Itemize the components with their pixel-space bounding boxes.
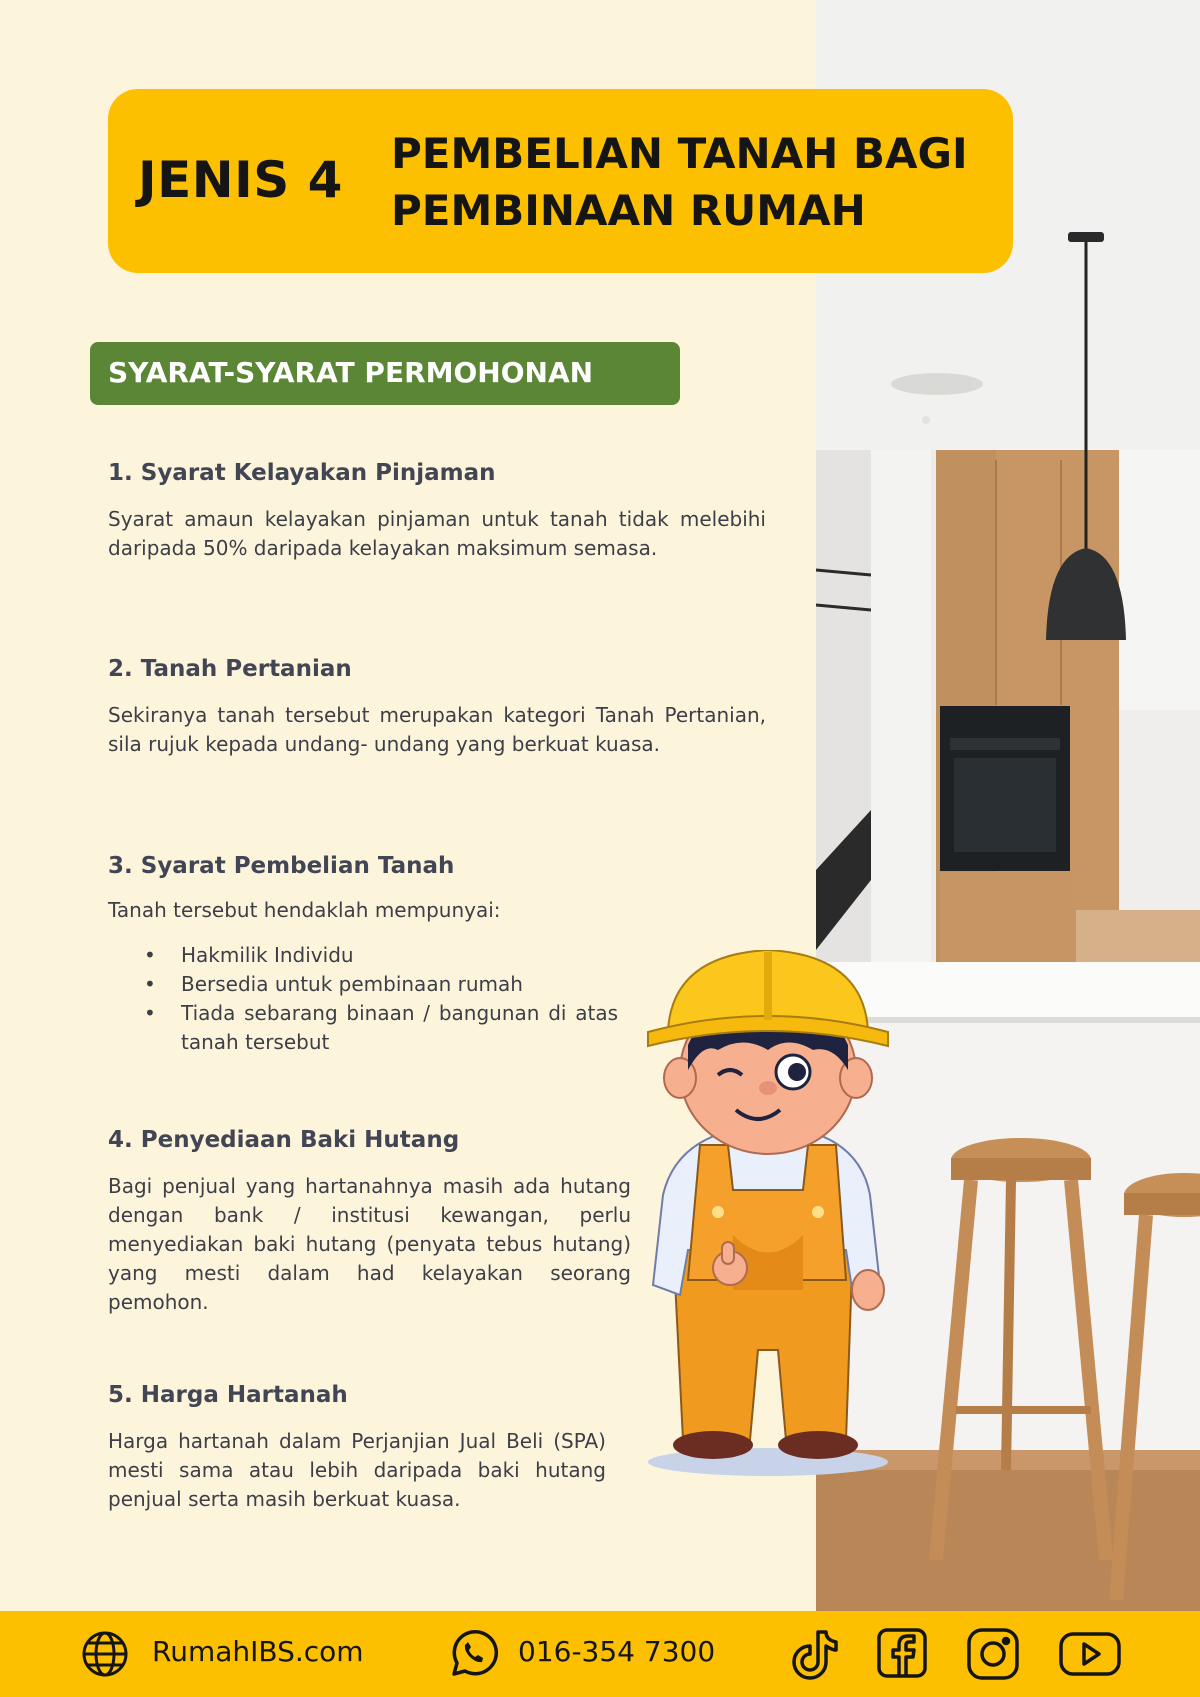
requirement-heading: 2. Tanah Pertanian xyxy=(108,656,352,682)
list-item: • Hakmilik Individu xyxy=(108,941,628,970)
section-title: SYARAT-SYARAT PERMOHONAN xyxy=(90,342,680,405)
requirement-heading: 5. Harga Hartanah xyxy=(108,1382,348,1408)
list-item: • Bersedia untuk pembinaan rumah xyxy=(108,970,628,999)
requirement-list xyxy=(108,941,628,1057)
tiktok-icon[interactable] xyxy=(792,1628,840,1684)
requirement-item-2 xyxy=(108,656,766,759)
header-banner xyxy=(108,89,1013,273)
category-label: JENIS 4 xyxy=(138,151,343,209)
requirement-item-5 xyxy=(108,1382,606,1514)
whatsapp-icon[interactable] xyxy=(446,1627,500,1685)
phone-number: 016-354 7300 xyxy=(518,1635,716,1668)
requirement-body: Syarat amaun kelayakan pinjaman untuk tanah tidak melebihi daripada 50% daripada kelayakan maksimum semasa. xyxy=(108,507,766,560)
globe-icon xyxy=(80,1629,130,1683)
requirement-item-1 xyxy=(108,460,766,563)
worker-character-illustration xyxy=(618,950,908,1480)
list-item: • Tiada sebarang binaan / bangunan di atas tanah tersebut xyxy=(108,999,618,1057)
facebook-icon[interactable] xyxy=(876,1627,928,1683)
title-line-1: PEMBELIAN TANAH BAGI xyxy=(391,129,968,178)
youtube-icon[interactable] xyxy=(1058,1631,1122,1681)
requirement-heading: 1. Syarat Kelayakan Pinjaman xyxy=(108,460,496,486)
requirement-body: Bagi penjual yang hartanahnya masih ada hutang dengan bank / institusi kewangan, perlu menyediakan baki hutang (penyata tebus hutang) yang mesti dalam had kelayakan seorang pemohon. xyxy=(108,1174,631,1314)
page-title xyxy=(391,125,968,239)
requirement-body: Tanah tersebut hendaklah mempunyai: xyxy=(108,898,501,922)
website-link[interactable]: RumahIBS.com xyxy=(152,1635,364,1668)
requirement-item-4 xyxy=(108,1127,631,1317)
title-line-2: PEMBINAAN RUMAH xyxy=(391,186,866,235)
requirement-item-3 xyxy=(108,853,628,1057)
requirement-body: Sekiranya tanah tersebut merupakan kategori Tanah Pertanian, sila rujuk kepada undang- undang yang berkuat kuasa. xyxy=(108,703,766,756)
footer-contact-bar xyxy=(0,1611,1200,1697)
instagram-icon[interactable] xyxy=(966,1627,1020,1685)
requirement-heading: 4. Penyediaan Baki Hutang xyxy=(108,1127,460,1153)
requirement-body: Harga hartanah dalam Perjanjian Jual Beli (SPA) mesti sama atau lebih daripada baki hutang penjual serta masih berkuat kuasa. xyxy=(108,1429,606,1511)
requirement-heading: 3. Syarat Pembelian Tanah xyxy=(108,853,455,879)
